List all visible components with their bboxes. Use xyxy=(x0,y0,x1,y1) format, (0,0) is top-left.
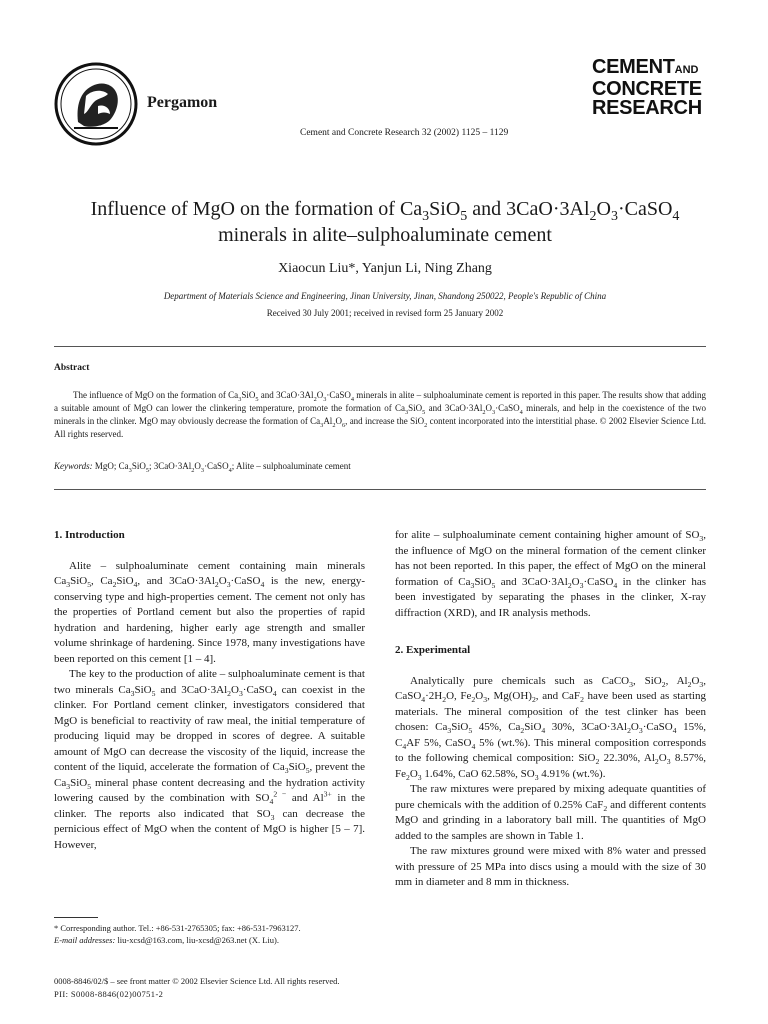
paragraph: for alite – sulphoaluminate cement containing higher amount of $SO_3$, the influence of MgO on the mineral formation of the cement clinker has not been reported. In this paper, the effect of MgO on the mineral formation of $Ca_3SiO_5$ and $3CaO\cdot 3Al_2O_3\cdot CaSO_4$ in the clinker has been investigated by separating the phases in the clinker, X-ray diffraction (XRD), and IR analysis methods. xyxy=(395,529,706,619)
paragraph: Analytically pure chemicals such as CaCO$_3$, SiO$_2$, $Al_2O_3$, $CaSO_4\cdot 2H_2O$, $Fe_2O_3$, $Mg(OH)_2$, and CaF$_2$ have been used as starting materials. The mineral composition of the test clinker has been chosen: $Ca_3SiO_5$ 45%, $Ca_2SiO_4$ 30%, $3CaO\cdot 3Al_2O_3\cdot CaSO_4$ 15%, $C_4AF$ 5%, CaSO$_4$ 5% (wt.%). This mineral composition corresponds to the following chemical composition: SiO$_2$ 22.30%, $Al_2O_3$ 8.57%, $Fe_2O_3$ 1.64%, CaO 62.58%, $SO_3$ 4.91% (wt.%). xyxy=(395,674,706,782)
paragraph: The key to the production of alite – sulphoaluminate cement is that two minerals $Ca_3SiO_5$ and $3CaO\cdot 3Al_2O_3\cdot CaSO_4$ can coexist in the clinker. For Portland cement clinker, investigators considered that MgO is beneficial to reactivity of raw meal, the initial temperature of producing liquid may be dropped in scores of degree. A suitable amount of MgO can decrease the viscosity of the liquid, increase the content of the liquid, accelerate the formation of $Ca_3SiO_5$, prevent the $Ca_3SiO_5$ mineral phase content decreasing and the hydration activity lowering caused by the combination with $SO_4^{2 -}$ and $Al^{3+}$ in the clinker. The reports also indicated that $SO_3$ can decrease the pernicious effect of MgO when the content of MgO is higher [5 – 7]. However, xyxy=(54,668,365,851)
keywords-list: MgO; $Ca_3SiO_5$; $3CaO\cdot 3Al_2O_3\cdot CaSO_4$; Alite – sulphoaluminate cement xyxy=(94,461,351,474)
publisher-name: Pergamon xyxy=(147,94,218,111)
divider-abstract xyxy=(54,489,706,490)
body-column-left xyxy=(54,528,365,853)
article-title: Influence of MgO on the formation of $Ca_3SiO_5$ and $3CaO\cdot 3Al_2O_3\cdot CaSO_4$ minerals in alite–sulphoaluminate cement xyxy=(90,198,680,246)
footnote xyxy=(54,922,365,946)
author-affiliation: Department of Materials Science and Engineering, Jinan University, Jinan, Shandong 250022, People's Republic of China xyxy=(163,291,607,301)
body-column-right xyxy=(395,528,706,891)
pii-line: PII: S0008-8846(02)00751-2 xyxy=(54,989,164,999)
paragraph: The raw mixtures were prepared by mixing adequate quantities of pure chemicals with the addition of 0.25% CaF$_2$ and different contents MgO and grinding in a laboratory ball mill. The quantities of MgO added to the samples are shown in Table 1. xyxy=(395,783,706,842)
section-heading-introduction: 1. Introduction xyxy=(54,529,125,541)
journal-logo-and: AND xyxy=(674,64,699,76)
issn-line: 0008-8846/02/$ – see front matter © 2002 Elsevier Science Ltd. All rights reserved. xyxy=(54,976,340,986)
corresponding-author: * Corresponding author. Tel.: +86-531-2765305; fax: +86-531-7963127. xyxy=(54,923,301,933)
email-label: E-mail addresses: xyxy=(54,935,116,945)
keywords-label: Keywords: xyxy=(54,461,93,471)
abstract-heading: Abstract xyxy=(54,363,90,373)
journal-logo-concrete: CONCRETE xyxy=(592,78,702,100)
email-addresses xyxy=(54,934,365,946)
article-authors: Xiaocun Liu*, Yanjun Li, Ning Zhang xyxy=(278,261,492,276)
footnote-rule xyxy=(54,917,98,918)
paragraph: Alite – sulphoaluminate cement containing main minerals $Ca_3SiO_5$, $Ca_2SiO_4$, and $3CaO\cdot 3Al_2O_3\cdot CaSO_4$ is the new, energy-conserving type and high-properties cement. The cement not only has the properties of Portland cement but also the properties of rapid hydration and hardening, higher early age strength and smaller volume shrinkage of hardening. Since 1978, many investigations have been reported on this cement [1 – 4]. xyxy=(54,559,365,665)
journal-logo xyxy=(592,58,722,118)
abstract-text: The influence of MgO on the formation of $Ca_3SiO_5$ and $3CaO\cdot 3Al_2O_3\cdot CaSO_4$ minerals in alite – sulphoaluminate cement is reported in this paper. The results show that adding a suitable amount of MgO can lower the clinkering temperature, promote the formation of $Ca_3SiO_5$ and $3CaO\cdot 3Al_2O_3\cdot CaSO_4$ minerals, and help in the coexistence of the two minerals in the clinker. MgO may obviously decrease the formation of $Ca_3Al_2O_6$, and increase the SiO$_2$ content incorporated into the interstitial phase. © 2002 Elsevier Science Ltd. All rights reserved. xyxy=(54,390,706,439)
journal-reference: Cement and Concrete Research 32 (2002) 1125 – 1129 xyxy=(300,128,509,138)
received-dates: Received 30 July 2001; received in revised form 25 January 2002 xyxy=(266,308,504,318)
section-heading-experimental: 2. Experimental xyxy=(395,644,471,656)
journal-logo-research: RESEARCH xyxy=(592,97,702,119)
journal-logo-cement: CEMENT xyxy=(592,56,675,78)
elsevier-tree-emblem-icon xyxy=(54,62,138,146)
keywords xyxy=(54,461,706,474)
divider-top xyxy=(54,346,706,347)
paragraph: The raw mixtures ground were mixed with 8% water and pressed with pressure of 25 MPa into discs using a mould with the size of 30 mm in diameter and 8 mm in thickness. xyxy=(395,845,706,888)
email-text: liu-xcsd@163.com, liu-xcsd@263.net (X. Liu). xyxy=(115,935,279,945)
